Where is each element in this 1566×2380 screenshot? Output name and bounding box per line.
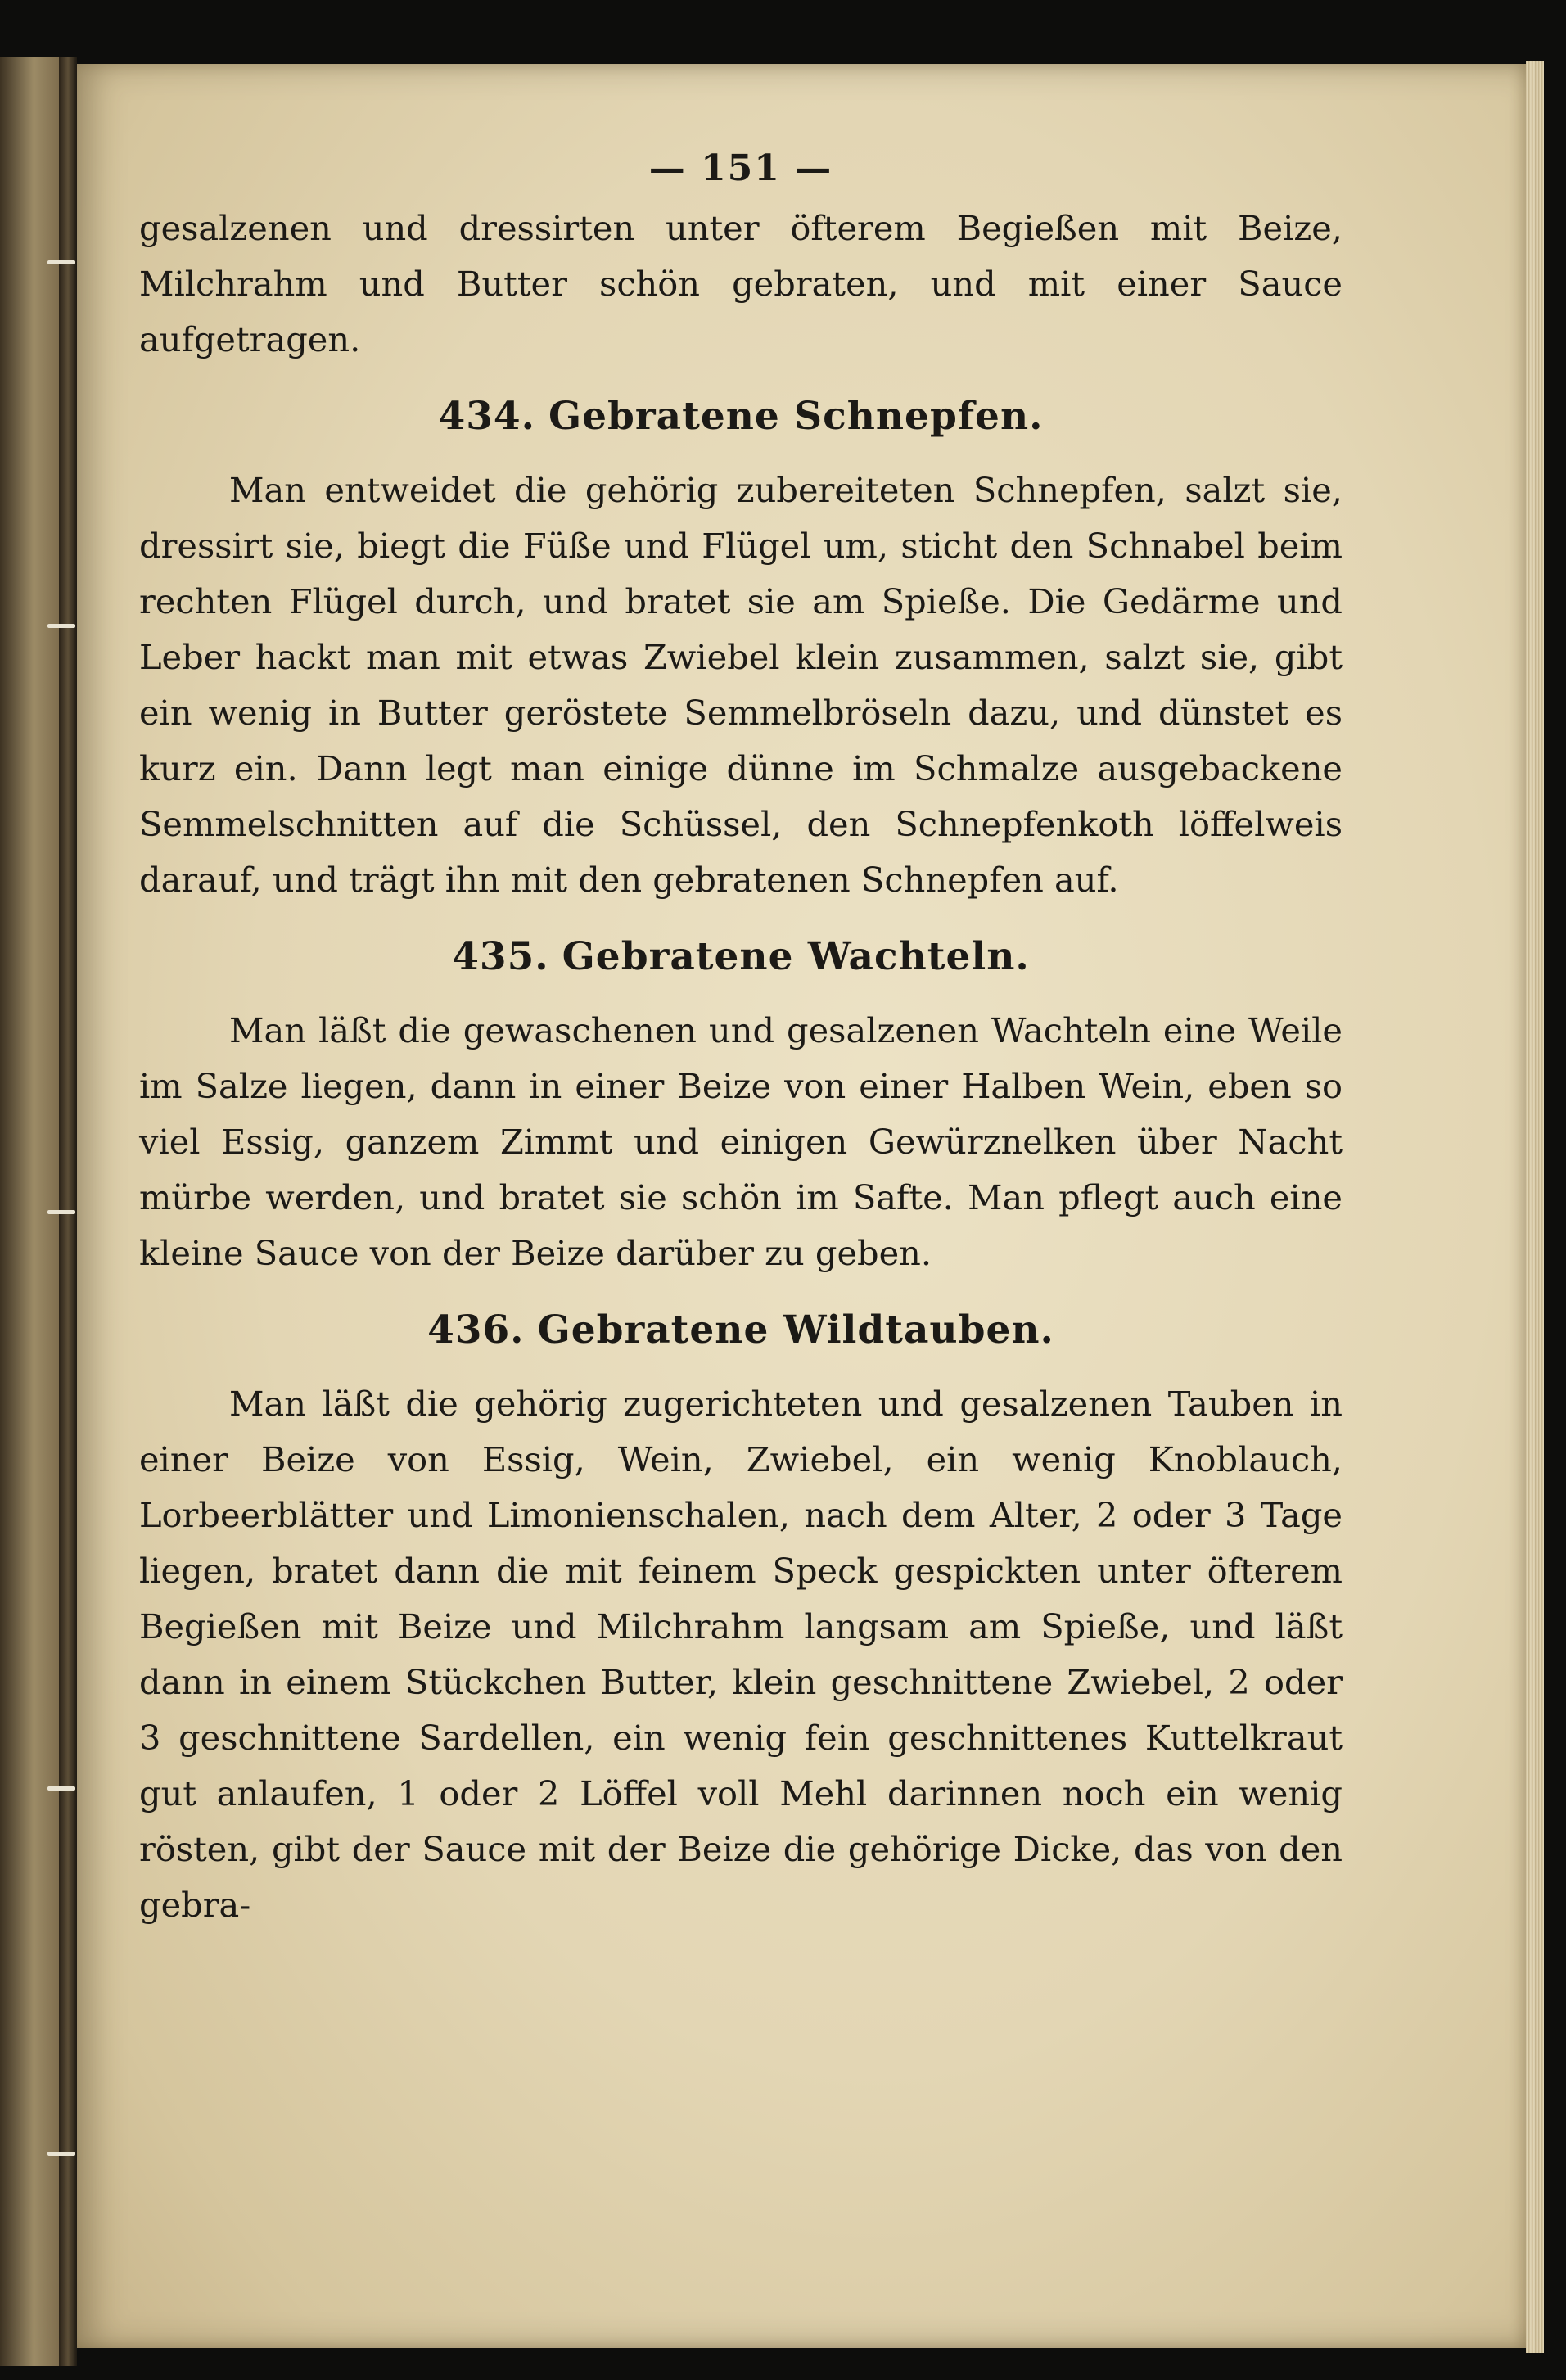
recipe-title: Gebratene Wildtauben. [537,1307,1054,1353]
binding-stitch [47,2152,75,2156]
binding-stitch [47,1210,75,1214]
recipe-paragraph-436: Man läßt die gehörig zugerichteten und gesalzenen Tauben in einer Beize von Essig, Wein, Zwiebel, ein wenig Knoblauch, Lorbeerblätter und Limonienschalen, nach dem Alter, 2 oder 3 Tage liegen, bratet dann die mit feinem Speck gespickten unter öfterem Begießen mit Beize und Milchrahm langsam am Spieße, und läßt dann in einem Stückchen Butter, klein geschnittene Zwiebel, 2 oder 3 geschnittene Sardellen, ein wenig fein geschnittenes Kuttelkraut gut anlaufen, 1 oder 2 Löffel voll Mehl darinnen noch ein wenig rösten, gibt der Sauce mit der Beize die gehörige Dicke, das von den gebra- [139,1384,1343,1925]
recipe-title: Gebratene Wachteln. [562,934,1030,979]
continued-paragraph: gesalzenen und dressirten unter öfterem Begießen mit Beize, Milchrahm und Butter schön gebraten, und mit einer Sauce aufgetragen. [139,208,1343,359]
page-number: — 151 — [648,147,833,189]
recipe-heading-436 [139,1303,1343,1358]
recipe-heading-434 [139,389,1343,445]
page-stack-edge [1526,61,1544,2353]
binding-stitch [47,1786,75,1791]
recipe-heading-435 [139,929,1343,985]
binding-stitch [47,624,75,628]
page-content [139,147,1343,1933]
recipe-number: 435. [452,934,549,979]
recipe-title: Gebratene Schnepfen. [548,394,1044,439]
recipe-number: 436. [427,1307,525,1353]
recipe-paragraph-434: Man entweidet die gehörig zubereiteten Schnepfen, salzt sie, dressirt sie, biegt die Füße und Flügel um, sticht den Schnabel beim rechten Flügel durch, und bratet sie am Spieße. Die Gedärme und Leber hackt man mit etwas Zwiebel klein zusammen, salzt sie, gibt ein wenig in Butter geröstete Semmelbröseln dazu, und dünstet es kurz ein. Dann legt man einige dünne im Schmalze ausgebackene Semmelschnitten auf die Schüssel, den Schnepfenkoth löffelweis darauf, und trägt ihn mit den gebratenen Schnepfen auf. [139,470,1343,900]
recipe-number: 434. [438,394,535,439]
recipe-paragraph-435: Man läßt die gewaschenen und gesalzenen Wachteln eine Weile im Salze liegen, dann in einer Beize von einer Halben Wein, eben so viel Essig, ganzem Zimmt und einigen Gewürznelken über Nacht mürbe werden, und bratet sie schön im Safte. Man pflegt auch eine kleine Sauce von der Beize darüber zu geben. [139,1010,1343,1273]
binding-stitch [47,260,75,264]
